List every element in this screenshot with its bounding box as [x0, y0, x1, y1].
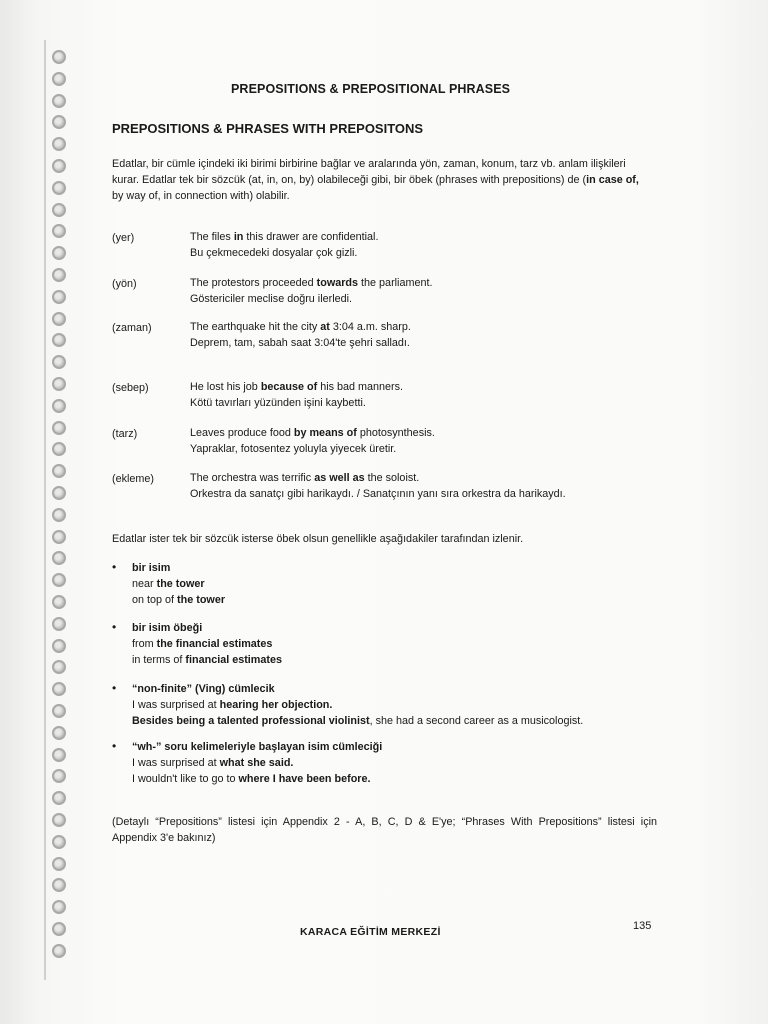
binding-ring — [52, 508, 66, 522]
binding-ring — [52, 333, 66, 347]
binding-ring — [52, 355, 66, 369]
binding-ring — [52, 835, 66, 849]
binding-ring — [52, 900, 66, 914]
binding-ring — [52, 50, 66, 64]
binding-ring — [52, 181, 66, 195]
binding-ring — [52, 813, 66, 827]
page-number: 135 — [633, 920, 652, 932]
binding-ring — [52, 944, 66, 958]
intro-line-1: Edatlar, bir cümle içindeki iki birimi birbirine bağlar ve aralarında yön, zaman, konum, tarz vb. anlam ilişkileri — [112, 158, 626, 170]
binding-ring — [52, 72, 66, 86]
binding-ring — [52, 268, 66, 282]
main-title: PREPOSITIONS & PREPOSITIONAL PHRASES — [231, 82, 511, 96]
bullet-heading: “wh-” soru kelimeleriyle başlayan isim cümleciği — [132, 741, 383, 753]
example-label: (sebep) — [112, 382, 149, 394]
example-label: (tarz) — [112, 428, 138, 440]
binding-ring — [52, 246, 66, 260]
binding-ring — [52, 573, 66, 587]
intro-line-2: kurar. Edatlar tek bir sözcük (at, in, on, by) olabileceği gibi, bir öbek (phrases with prepositions) de (in case of, — [112, 174, 639, 186]
binding-ring — [52, 159, 66, 173]
binding-ring — [52, 137, 66, 151]
bullet-dot: • — [112, 620, 117, 634]
intro-line-3: by way of, in connection with) olabilir. — [112, 190, 290, 202]
binding-ring — [52, 639, 66, 653]
bullet-heading: bir isim — [132, 562, 171, 574]
example-label: (yer) — [112, 232, 135, 244]
binding-ring — [52, 115, 66, 129]
binding-ring — [52, 551, 66, 565]
bullet-dot: • — [112, 739, 117, 753]
binding-ring — [52, 464, 66, 478]
binding-ring — [52, 922, 66, 936]
subtitle: PREPOSITIONS & PHRASES WITH PREPOSITONS — [112, 121, 424, 136]
binding-ring — [52, 377, 66, 391]
example-text: He lost his job because of his bad manners. Kötü tavırları yüzünden işini kaybetti. — [190, 381, 404, 409]
bullet-dot: • — [112, 560, 117, 574]
bullet-dot: • — [112, 681, 117, 695]
example-label: (zaman) — [112, 322, 152, 334]
example-label: (ekleme) — [112, 473, 154, 485]
bullet-heading: bir isim öbeği — [132, 622, 203, 634]
document-page: PREPOSITIONS & PREPOSITIONAL PHRASES PREPOSITIONS & PHRASES WITH PREPOSITONS Edatlar, bir cümle içindeki iki birimi birbirine bağlar ve aralarında yön, zaman, konum, tarz vb. anlam ilişkileri kurar. Edatlar tek bir sözcük (at, in, on, by) olabileceği gibi, bir öbek (phrases with prepositions) de (in case of, by way of, in connection with) olabilir. (yer) The files in this drawer are confidential. Bu çekmecedeki dosyalar çok gizli. (yön) The protestors proceeded towards the parliament. Göstericiler meclise doğru ilerledi. (zaman) The earthquake hit the city at 3:04 a.m. sharp. Deprem, tam, sabah saat 3:04'te şehri salladı. (sebep) He lost his job because of his bad manners. Kötü tavırları yüzünden işini kaybetti. (tarz) Leaves produce food by means of photosynthesis. Yapraklar, fotosentez yoluyla yiyecek üretir. (ekleme) The orchestra was terrific as well as the soloist. Orkestra da sanatçı gibi harikaydı. / Sanatçının yanı sıra orkestra da harikaydı. Edatlar ister tek bir sözcük isterse öbek olsun genellikle aşağıdakiler tarafından izlenir. • bir isim near the tower on top of the tower • bir isim öbeği from the financial estimates in terms of financial estimates • “non-finite” (Ving) cümlecik I was surprised at hearing her objection. Besides being a talented professional violinist, she had a second career as a musicologist. • “wh-” soru kelimeleriyle başlayan isim cümleciği I was surprised at what she said. I wouldn't like to go to where I have been before. (Detaylı “Prepositions” listesi için Appendix 2 - A, B, C, D & E'ye; “Phrases With Prepositions” listesi için Appendix 3'e bakınız) KARACA EĞİTİM MERKEZİ 135 — [0, 0, 768, 1024]
binding-ring — [52, 224, 66, 238]
binding-ring — [52, 682, 66, 696]
binding-ring — [52, 312, 66, 326]
binding-ring — [52, 595, 66, 609]
example-label: (yön) — [112, 278, 137, 290]
binding-ring — [52, 617, 66, 631]
binding-ring — [52, 530, 66, 544]
binding-ring — [52, 203, 66, 217]
binding-ring — [52, 857, 66, 871]
example-text: Leaves produce food by means of photosynthesis. Yapraklar, fotosentez yoluyla yiyecek üretir. — [190, 427, 435, 455]
example-text: The earthquake hit the city at 3:04 a.m. sharp. Deprem, tam, sabah saat 3:04'te şehri salladı. — [190, 321, 411, 349]
footer-publisher: KARACA EĞİTİM MERKEZİ — [300, 926, 441, 938]
appendix-note: (Detaylı “Prepositions” listesi için Appendix 2 - A, B, C, D & E'ye; “Phrases With Prepositions” listesi için Appendix 3'e bakınız) — [112, 816, 657, 844]
binding-edge — [44, 40, 46, 980]
binding-ring — [52, 290, 66, 304]
example-text: The protestors proceeded towards the parliament. Göstericiler meclise doğru ilerledi. — [190, 277, 433, 305]
binding-ring — [52, 660, 66, 674]
binding-ring — [52, 704, 66, 718]
bullet-heading: “non-finite” (Ving) cümlecik — [132, 683, 275, 695]
binding-ring — [52, 769, 66, 783]
binding-ring — [52, 421, 66, 435]
binding-ring — [52, 486, 66, 500]
intro-paragraph — [112, 156, 672, 204]
binding-ring — [52, 442, 66, 456]
binding-ring — [52, 726, 66, 740]
binding-ring — [52, 878, 66, 892]
example-text: The files in this drawer are confidential. Bu çekmecedeki dosyalar çok gizli. — [190, 231, 379, 259]
binding-ring — [52, 748, 66, 762]
binding-ring — [52, 399, 66, 413]
followed-by-text: Edatlar ister tek bir sözcük isterse öbek olsun genellikle aşağıdakiler tarafından izlenir. — [112, 533, 524, 545]
binding-ring — [52, 94, 66, 108]
binding-ring — [52, 791, 66, 805]
example-text: The orchestra was terrific as well as the soloist. Orkestra da sanatçı gibi harikaydı. / Sanatçının yanı sıra orkestra da harikaydı. — [190, 472, 566, 500]
